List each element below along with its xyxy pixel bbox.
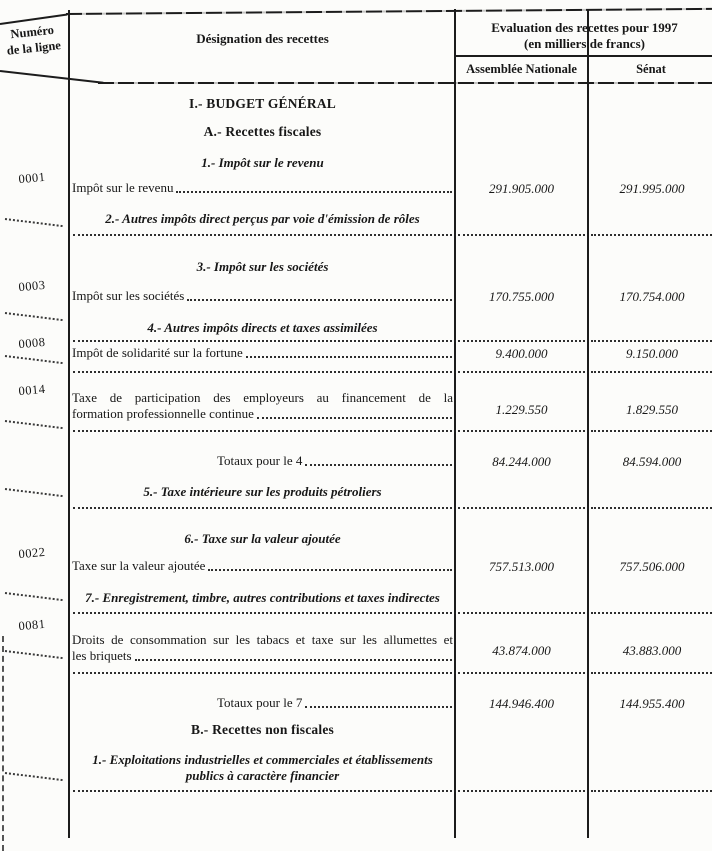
subsection-heading-b1-line1: 1.- Exploitations industrielles et commerciales et établissements (92, 752, 433, 767)
value-assemblee-0001: 291.905.000 (489, 181, 554, 196)
total-row-4 (72, 453, 453, 469)
revenue-label: Impôt sur les sociétés (72, 288, 185, 303)
value-senat-0003: 170.754.000 (619, 289, 685, 304)
dotted-row (591, 507, 712, 509)
number-column-dots (5, 420, 63, 429)
value-assemblee-0022: 757.513.000 (489, 559, 554, 574)
subsection-heading-b1-line2: publics à caractère financier (185, 768, 340, 783)
revenue-label: Taxe sur la valeur ajoutée (72, 558, 206, 573)
dotted-row (591, 430, 712, 432)
line-number-0014: 0014 (17, 381, 47, 399)
dotted-row (73, 430, 452, 432)
value-senat-0008: 9.150.000 (626, 346, 678, 361)
column-header-line-number-l2: de la ligne (6, 38, 62, 58)
dotted-row (73, 672, 452, 674)
value-assemblee-0014: 1.229.550 (495, 402, 548, 417)
number-column-dots (5, 218, 63, 227)
dotted-row (73, 507, 452, 509)
dotted-row (458, 672, 585, 674)
revenue-label: les briquets (72, 648, 132, 663)
dotted-row (458, 371, 585, 373)
value-assemblee-0008: 9.400.000 (495, 346, 548, 361)
revenue-row-0081-line1: Droits de consommation sur les tabacs et taxe sur les allumettes et (72, 632, 453, 647)
dotted-row (458, 612, 585, 614)
line-number-0003: 0003 (17, 277, 47, 295)
section-heading-budget-general: I.- BUDGET GÉNÉRAL (188, 96, 336, 111)
revenue-label: Impôt de solidarité sur la fortune (72, 345, 243, 360)
dotted-row (591, 371, 712, 373)
number-column-dots (5, 488, 63, 497)
section-heading-recettes-non-fiscales: B.- Recettes non fiscales (191, 722, 334, 737)
subsection-heading-2: 2.- Autres impôts direct perçus par voie d'émission de rôles (105, 211, 420, 226)
revenue-row-0014-line1: Taxe de participation des employeurs au financement de la (72, 390, 453, 405)
number-column-dots (5, 772, 63, 781)
number-column-dots (5, 312, 63, 321)
dot-leader (257, 417, 452, 419)
dotted-row (591, 672, 712, 674)
revenue-row-0014-line2 (72, 406, 453, 422)
line-number-0008: 0008 (17, 334, 47, 352)
line-number-0022: 0022 (17, 544, 47, 562)
column-header-assemblee-nationale: Assemblée Nationale (466, 62, 577, 76)
dot-leader (305, 464, 452, 466)
revenue-label: formation professionnelle continue (72, 406, 254, 421)
column-border-numero (68, 10, 70, 838)
column-header-evaluation-l2: (en milliers de francs) (524, 36, 645, 51)
dotted-row (458, 430, 585, 432)
dotted-row (73, 371, 452, 373)
dot-leader (208, 569, 452, 571)
subsection-heading-7: 7.- Enregistrement, timbre, autres contributions et taxes indirectes (85, 590, 440, 605)
column-header-senat: Sénat (636, 62, 666, 76)
value-senat-0081: 43.883.000 (622, 643, 682, 658)
column-border-senat (587, 9, 589, 838)
header-bottom-border (98, 82, 712, 84)
revenue-label: Impôt sur le revenu (72, 180, 174, 195)
total-label: Totaux pour le 7 (217, 695, 303, 710)
dot-leader (176, 191, 452, 193)
page-edge-scan-artifact (2, 636, 4, 851)
subsection-heading-5: 5.- Taxe intérieure sur les produits pétroliers (143, 484, 382, 499)
dotted-row (73, 790, 452, 792)
dotted-row (458, 507, 585, 509)
column-header-designation: Désignation des recettes (196, 31, 329, 46)
dotted-row (591, 234, 712, 236)
total-label: Totaux pour le 4 (217, 453, 303, 468)
value-senat-0014: 1.829.550 (626, 402, 678, 417)
revenue-row-0001 (72, 180, 453, 196)
column-header-line-number (0, 21, 65, 59)
dot-leader (246, 356, 452, 358)
number-column-dots (5, 355, 63, 364)
dot-leader (305, 706, 452, 708)
dotted-row (458, 340, 585, 342)
subsection-heading-3: 3.- Impôt sur les sociétés (196, 259, 329, 274)
dotted-row (458, 790, 585, 792)
column-header-evaluation (457, 20, 712, 52)
revenue-row-0081-line2 (72, 648, 453, 664)
column-header-evaluation-l1: Evaluation des recettes pour 1997 (491, 20, 678, 35)
dotted-row (73, 234, 452, 236)
revenue-row-0008 (72, 345, 453, 361)
column-border-assemblee (454, 9, 456, 838)
subsection-heading-6: 6.- Taxe sur la valeur ajoutée (184, 531, 341, 546)
subsection-heading-1: 1.- Impôt sur le revenu (201, 155, 324, 170)
value-senat-0001: 291.995.000 (619, 181, 685, 196)
subsection-heading-4: 4.- Autres impôts directs et taxes assimilées (147, 320, 378, 335)
table-top-border (66, 8, 712, 15)
dotted-row (591, 790, 712, 792)
header-bottom-border-curve (0, 70, 103, 84)
value-assemblee-total4: 84.244.000 (492, 454, 551, 469)
revenue-row-0022 (72, 558, 453, 574)
dotted-row (591, 612, 712, 614)
dot-leader (135, 659, 452, 661)
column-header-line-number-l1: Numéro (9, 22, 55, 42)
value-senat-total7: 144.955.400 (619, 696, 685, 711)
subsection-heading-b1 (72, 752, 453, 784)
number-column-dots (5, 592, 63, 601)
value-assemblee-0081: 43.874.000 (492, 643, 551, 658)
dotted-row (458, 234, 585, 236)
dotted-row (73, 612, 452, 614)
line-number-0081: 0081 (17, 616, 47, 634)
line-number-0001: 0001 (17, 169, 47, 187)
value-senat-0022: 757.506.000 (619, 559, 685, 574)
number-column-dots (5, 650, 63, 659)
dotted-row (73, 340, 452, 342)
value-senat-total4: 84.594.000 (622, 454, 682, 469)
value-assemblee-total7: 144.946.400 (489, 696, 554, 711)
dotted-row (591, 340, 712, 342)
section-heading-recettes-fiscales: A.- Recettes fiscales (203, 124, 322, 139)
dot-leader (187, 299, 452, 301)
evaluation-header-separator (455, 55, 712, 57)
value-assemblee-0003: 170.755.000 (489, 289, 554, 304)
revenue-row-0003 (72, 288, 453, 304)
total-row-7 (72, 695, 453, 711)
